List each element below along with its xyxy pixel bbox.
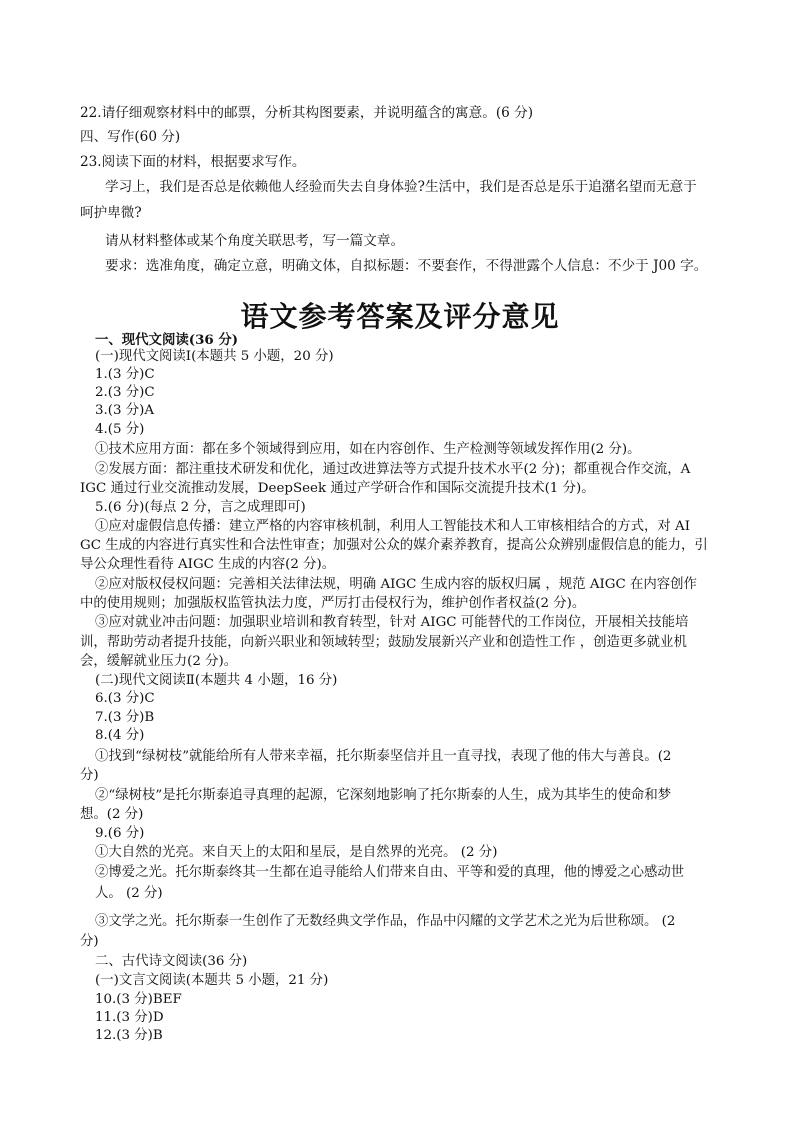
answer-text-line: ①应对虚假信息传播：建立严格的内容审核机制，利用人工智能技术和人工审核相结合的方式，对 AI <box>95 519 691 534</box>
answer-text-line: 二、古代诗文阅读(36 分) <box>95 954 248 969</box>
answer-text-line: 1.(3 分)C <box>95 367 155 382</box>
answer-text-line: (一)文言文阅读(本题共 5 小题，21 分) <box>95 973 329 988</box>
answer-title: 语文参考答案及评分意见 <box>240 300 560 333</box>
answer-text-line: IGC 通过行业交流推动发展，DeepSeek 通过产学研合作和国际交流提升技术(1 分)。 <box>80 481 595 496</box>
answer-text-line: 想。(2 分) <box>80 807 144 822</box>
answer-text-line: 7.(3 分)B <box>95 710 155 725</box>
answer-text-line: 导公众理性看待 AIGC 生成的内容(2 分)。 <box>80 557 336 572</box>
question-text-line: 要求：选准角度，确定立意，明确文体，自拟标题：不要套作，不得泄露个人信息：不少于 J00 字。 <box>105 258 708 274</box>
question-text-line: 23.阅读下面的材料，根据要求写作。 <box>80 154 306 170</box>
question-text-line: 学习上，我们是否总是依赖他人经验而失去自身体验?生活中，我们是否总是乐于追潴名望而无意于 <box>105 179 697 195</box>
question-text-line: 呵护卑微? <box>80 205 142 221</box>
answer-text-line: 9.(6 分) <box>95 826 145 841</box>
answer-text-line: 训，帮助劳动者提升技能，向新兴职业和领域转型；鼓励发展新兴产业和创造性工作 ，创造更多就业机 <box>80 635 687 650</box>
answer-text-line: 5.(6 分)(每点 2 分，言之成理即可) <box>95 500 306 515</box>
answer-text-line: ②“绿树枝”是托尔斯泰追寻真理的起源，它深刻地影响了托尔斯泰的人生，成为其毕生的使命和梦 <box>95 788 672 803</box>
answer-text-line: 10.(3 分)BEF <box>95 992 182 1007</box>
answer-text-line: 2.(3 分)C <box>95 385 155 400</box>
answer-text-line: 11.(3 分)D <box>95 1010 164 1025</box>
answer-text-line: ②发展方面：都注重技术研发和优化，通过改进算法等方式提升技术水平(2 分)；都重视合作交流，A <box>95 462 691 477</box>
question-text-line: 22.请仔细观察材料中的邮票，分析其构图要素，并说明蕴含的寓意。(6 分) <box>80 105 534 121</box>
answer-text-line: ①技术应用方面：都在多个领域得到应用，如在内容创作、生产检测等领域发挥作用(2 分)。 <box>95 442 641 457</box>
answer-text-line: 3.(3 分)A <box>95 403 155 418</box>
answer-text-line: (一)现代文阅读Ⅰ(本题共 5 小题，20 分) <box>95 349 334 364</box>
answer-text-line: ②应对版权侵权问题：完善相关法律法规，明确 AIGC 生成内容的版权归属 ，规范 AIGC 在内容创作 <box>95 577 697 592</box>
answer-text-line: GC 生成的内容进行真实性和合法性审查；加强对公众的媒介素养教育，提高公众辨别虚假信息的能力，引 <box>80 538 708 553</box>
answer-text-line: ①大自然的光亮。来自天上的太阳和星辰，是自然界的光亮。 (2 分) <box>95 845 498 860</box>
answer-text-line: 12.(3 分)B <box>95 1028 163 1043</box>
answer-text-line: 中的使用规则；加强版权监管执法力度，严厉打击侵权行为，维护创作者权益(2 分)。 <box>80 596 586 611</box>
answer-text-line: ①找到“绿树枝”就能给所有人带来幸福，托尔斯泰坚信并且一直寻找，表现了他的伟大与善良。(2 <box>95 749 672 764</box>
answer-text-line: ③文学之光。托尔斯泰一生创作了无数经典文学作品，作品中闪耀的文学艺术之光为后世称颂。 (2 <box>95 914 676 929</box>
question-text-line: 四、写作(60 分) <box>80 129 181 145</box>
answer-text-line: 一、现代文阅读(36 分) <box>95 332 239 348</box>
answer-text-line: 4.(5 分) <box>95 422 145 437</box>
answer-text-line: (二)现代文阅读Ⅱ(本题共 4 小题，16 分) <box>95 673 338 688</box>
answer-text-line: 会，缓解就业压力(2 分)。 <box>80 654 238 669</box>
answer-text-line: 8.(4 分) <box>95 728 145 743</box>
question-text-line: 请从材料整体或某个角度关联思考，写一篇文章。 <box>105 233 405 249</box>
answer-text-line: 分) <box>80 934 99 949</box>
answer-text-line: 人。 (2 分) <box>95 886 163 901</box>
answer-text-line: 6.(3 分)C <box>95 691 155 706</box>
answer-text-line: 分) <box>80 768 99 783</box>
answer-text-line: ②博爱之光。托尔斯泰终其一生都在追寻能给人们带来自由、平等和爱的真理，他的博爱之心感动世 <box>95 865 685 880</box>
answer-text-line: ③应对就业冲击问题：加强职业培训和教育转型，针对 AIGC 可能替代的工作岗位，开展相关技能培 <box>95 615 689 630</box>
